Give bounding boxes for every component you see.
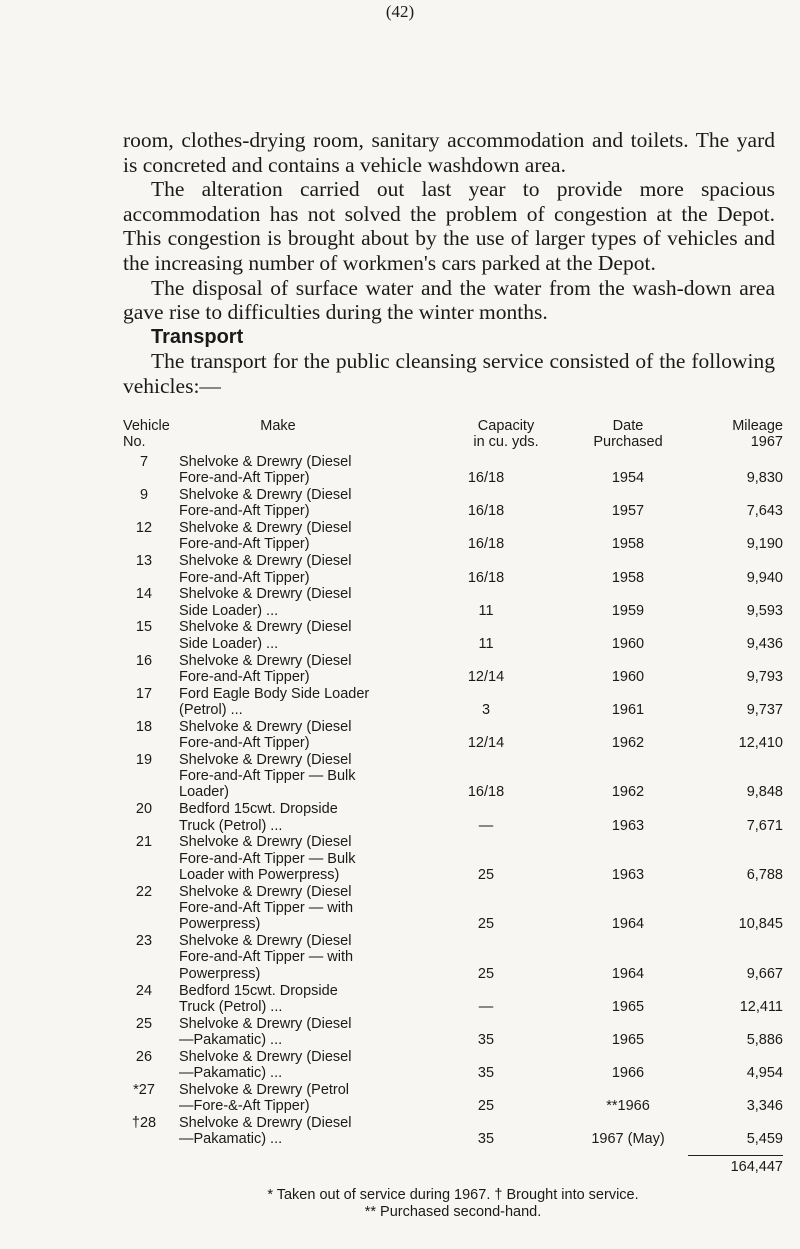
vehicle-no: 26	[135, 1048, 153, 1065]
vehicle-make	[179, 834, 455, 883]
vehicle-make	[179, 553, 455, 586]
purchase-date: **1966	[606, 1098, 650, 1115]
table-row	[123, 884, 783, 933]
vehicle-make	[179, 752, 455, 801]
make-line: Bedford 15cwt. Dropside	[179, 982, 338, 999]
table-row	[123, 454, 783, 487]
vehicle-no: 12	[135, 520, 153, 537]
make-line: Bedford 15cwt. Dropside	[179, 801, 338, 818]
make-line: Fore-and-Aft Tipper — Bulk	[179, 768, 356, 785]
make-line: Fore-and-Aft Tipper)	[179, 470, 310, 487]
vehicle-mileage: 3,346	[746, 1098, 783, 1115]
vehicle-capacity: 35	[477, 1031, 495, 1048]
vehicle-mileage: 7,671	[746, 817, 783, 834]
vehicle-make	[179, 653, 455, 686]
table-row	[123, 619, 783, 652]
intro-paragraph: The transport for the public cleansing service consisted of the following vehicles:—	[123, 349, 775, 398]
vehicle-capacity: 12/14	[467, 668, 505, 685]
table-row	[123, 834, 783, 883]
table-row	[123, 801, 783, 834]
make-line: Shelvoke & Drewry (Diesel	[179, 1114, 352, 1131]
total-rule	[688, 1155, 783, 1156]
vehicle-no: 25	[135, 1015, 153, 1032]
vehicle-no: *27	[133, 1081, 155, 1098]
table-row	[123, 487, 783, 520]
vehicle-mileage: 12,410	[738, 735, 783, 752]
purchase-date: 1966	[611, 1064, 645, 1081]
make-line: Shelvoke & Drewry (Diesel	[179, 1015, 352, 1032]
paragraph-1: room, clothes-drying room, sanitary accommodation and toilets. The yard is concreted and contains a vehicle washdown area.	[123, 128, 775, 177]
purchase-date: 1959	[611, 602, 645, 619]
vehicle-capacity: 16/18	[467, 784, 505, 801]
make-line: Shelvoke & Drewry (Diesel	[179, 586, 352, 603]
table-row	[123, 653, 783, 686]
vehicle-no: 17	[135, 685, 153, 702]
make-line: Shelvoke & Drewry (Diesel	[179, 933, 352, 950]
vehicle-make	[179, 1115, 455, 1148]
header-mileage: Mileage 1967	[732, 418, 783, 451]
vehicle-mileage: 12,411	[739, 998, 783, 1015]
table-row	[123, 1082, 783, 1115]
purchase-date: 1957	[611, 503, 645, 520]
make-line: Fore-and-Aft Tipper)	[179, 569, 310, 586]
make-line: Fore-and-Aft Tipper — Bulk	[179, 850, 356, 867]
table-row	[123, 983, 783, 1016]
make-line: —Fore-&-Aft Tipper)	[179, 1098, 310, 1115]
make-line: Fore-and-Aft Tipper — with	[179, 900, 354, 917]
make-line: Side Loader) ...	[179, 635, 279, 652]
vehicle-make	[179, 1016, 455, 1049]
footnotes	[123, 1187, 783, 1221]
vehicle-make	[179, 983, 455, 1016]
make-line: Ford Eagle Body Side Loader	[179, 685, 370, 702]
make-line: Shelvoke & Drewry (Diesel	[179, 883, 352, 900]
vehicle-mileage: 9,737	[746, 701, 783, 718]
purchase-date: 1962	[611, 735, 645, 752]
make-line: Powerpress)	[179, 965, 261, 982]
vehicle-mileage: 9,830	[746, 470, 783, 487]
purchase-date: 1954	[611, 470, 645, 487]
vehicle-make	[179, 487, 455, 520]
make-line: Shelvoke & Drewry (Diesel	[179, 619, 352, 636]
vehicle-capacity: —	[478, 998, 494, 1015]
vehicle-make	[179, 719, 455, 752]
make-line: (Petrol) ...	[179, 701, 243, 718]
vehicle-no: 18	[135, 718, 153, 735]
table-row	[123, 553, 783, 586]
vehicle-mileage: 9,190	[746, 536, 783, 553]
vehicle-capacity: 25	[477, 1098, 495, 1115]
vehicle-no: 22	[135, 883, 153, 900]
vehicle-mileage: 9,848	[746, 784, 783, 801]
vehicle-no: 9	[139, 487, 149, 504]
vehicle-no: 24	[135, 982, 153, 999]
vehicle-capacity: 11	[478, 602, 494, 619]
table-row	[123, 719, 783, 752]
vehicle-make	[179, 933, 455, 982]
make-line: Fore-and-Aft Tipper)	[179, 668, 310, 685]
vehicle-no: 20	[135, 801, 153, 818]
table-row	[123, 686, 783, 719]
vehicle-no: 19	[135, 751, 153, 768]
purchase-date: 1961	[611, 701, 645, 718]
vehicle-mileage: 9,940	[746, 569, 783, 586]
header-capacity: Capacity in cu. yds.	[473, 418, 539, 451]
body-text	[123, 128, 775, 399]
vehicle-mileage: 7,643	[746, 503, 783, 520]
vehicle-capacity: 25	[477, 866, 495, 883]
paragraph-3: The disposal of surface water and the water from the wash-down area gave rise to difficulties during the winter months.	[123, 275, 775, 325]
vehicle-table	[123, 418, 783, 1175]
purchase-date: 1960	[611, 668, 645, 685]
section-heading: Transport	[151, 325, 244, 348]
table-row	[123, 586, 783, 619]
make-line: Shelvoke & Drewry (Diesel	[179, 1048, 352, 1065]
vehicle-make	[179, 586, 455, 619]
purchase-date: 1964	[611, 916, 645, 933]
make-line: Fore-and-Aft Tipper — with	[179, 949, 354, 966]
vehicle-no: 7	[139, 454, 149, 470]
purchase-date: 1960	[611, 635, 645, 652]
vehicle-capacity: 16/18	[467, 536, 505, 553]
vehicle-mileage: 9,593	[746, 602, 783, 619]
page-number: (42)	[385, 2, 415, 21]
table-row	[123, 1115, 783, 1148]
vehicle-capacity: 11	[478, 635, 494, 652]
table-row	[123, 520, 783, 553]
vehicle-make	[179, 884, 455, 933]
make-line: Loader with Powerpress)	[179, 866, 340, 883]
paragraph-2: The alteration carried out last year to provide more spacious accommodation has not solved the problem of congestion at the Depot. This congestion is brought about by the use of larger types of vehicles and the increasing number of workmen's cars parked at the Depot.	[123, 177, 775, 275]
table-row	[123, 933, 783, 982]
vehicle-mileage: 4,954	[746, 1064, 783, 1081]
vehicle-no: 15	[135, 619, 153, 636]
vehicle-make	[179, 619, 455, 652]
make-line: Shelvoke & Drewry (Diesel	[179, 751, 352, 768]
vehicle-capacity: 16/18	[467, 470, 505, 487]
purchase-date: 1967 (May)	[591, 1131, 665, 1148]
make-line: Shelvoke & Drewry (Diesel	[179, 834, 352, 851]
vehicle-capacity: 25	[477, 965, 495, 982]
vehicle-mileage: 9,793	[746, 668, 783, 685]
vehicle-mileage: 6,788	[746, 866, 783, 883]
make-line: Shelvoke & Drewry (Diesel	[179, 520, 352, 537]
make-line: Shelvoke & Drewry (Petrol	[179, 1081, 350, 1098]
make-line: Truck (Petrol) ...	[179, 998, 283, 1015]
purchase-date: 1965	[611, 998, 645, 1015]
table-row	[123, 1049, 783, 1082]
vehicle-capacity: 35	[477, 1064, 495, 1081]
vehicle-make	[179, 1082, 455, 1115]
vehicle-capacity: 16/18	[467, 569, 505, 586]
header-date: Date Purchased	[593, 418, 663, 451]
vehicle-capacity: 16/18	[467, 503, 505, 520]
purchase-date: 1965	[611, 1031, 645, 1048]
vehicle-make	[179, 1049, 455, 1082]
vehicle-no: 21	[135, 834, 153, 851]
table-body	[123, 454, 783, 1147]
vehicle-capacity: 3	[481, 701, 491, 718]
vehicle-capacity: 35	[477, 1131, 495, 1148]
make-line: Shelvoke & Drewry (Diesel	[179, 454, 352, 470]
table-row	[123, 1016, 783, 1049]
purchase-date: 1964	[611, 965, 645, 982]
vehicle-mileage: 9,667	[746, 965, 783, 982]
vehicle-no: 16	[135, 652, 153, 669]
table-row	[123, 752, 783, 801]
make-line: Loader)	[179, 784, 229, 801]
purchase-date: 1958	[611, 536, 645, 553]
purchase-date: 1963	[611, 866, 645, 883]
purchase-date: 1962	[611, 784, 645, 801]
footnote-1: * Taken out of service during 1967. † Brought into service.	[267, 1187, 639, 1203]
vehicle-make	[179, 686, 455, 719]
purchase-date: 1958	[611, 569, 645, 586]
vehicle-mileage: 5,886	[746, 1031, 783, 1048]
make-line: Shelvoke & Drewry (Diesel	[179, 487, 352, 504]
header-make: Make	[260, 418, 296, 434]
vehicle-mileage: 9,436	[746, 635, 783, 652]
vehicle-make	[179, 454, 455, 487]
vehicle-capacity: —	[478, 817, 494, 834]
vehicle-no: †28	[131, 1114, 157, 1131]
make-line: Side Loader) ...	[179, 602, 279, 619]
purchase-date: 1963	[611, 817, 645, 834]
make-line: —Pakamatic) ...	[179, 1064, 283, 1081]
header-vehicle-no: Vehicle No.	[123, 418, 170, 451]
make-line: Fore-and-Aft Tipper)	[179, 735, 310, 752]
make-line: Shelvoke & Drewry (Diesel	[179, 553, 352, 570]
vehicle-make	[179, 520, 455, 553]
make-line: Shelvoke & Drewry (Diesel	[179, 718, 352, 735]
table-header	[123, 418, 783, 454]
vehicle-no: 23	[135, 933, 153, 950]
mileage-total: 164,447	[730, 1159, 783, 1175]
make-line: Shelvoke & Drewry (Diesel	[179, 652, 352, 669]
make-line: —Pakamatic) ...	[179, 1031, 283, 1048]
vehicle-mileage: 10,845	[738, 916, 783, 933]
make-line: Fore-and-Aft Tipper)	[179, 503, 310, 520]
make-line: Powerpress)	[179, 916, 261, 933]
vehicle-no: 14	[135, 586, 153, 603]
make-line: Fore-and-Aft Tipper)	[179, 536, 310, 553]
footnote-2: ** Purchased second-hand.	[364, 1204, 542, 1220]
vehicle-capacity: 25	[477, 916, 495, 933]
vehicle-mileage: 5,459	[746, 1131, 783, 1148]
vehicle-no: 13	[135, 553, 153, 570]
vehicle-make	[179, 801, 455, 834]
vehicle-capacity: 12/14	[467, 735, 505, 752]
make-line: —Pakamatic) ...	[179, 1131, 283, 1148]
make-line: Truck (Petrol) ...	[179, 817, 283, 834]
